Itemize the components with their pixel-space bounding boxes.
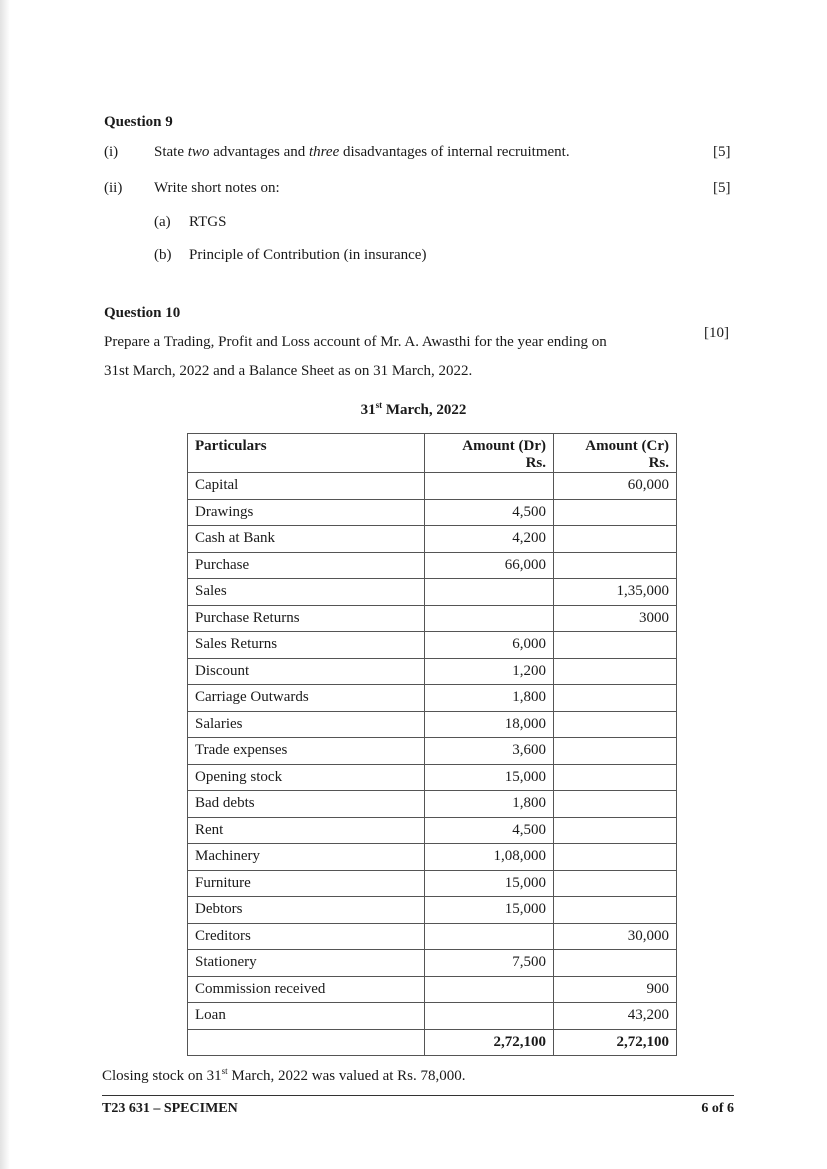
q10-marks: [10] (704, 325, 729, 341)
table-row (188, 658, 677, 685)
row-amount-cr (554, 950, 677, 977)
table-row (188, 950, 677, 977)
row-particular: Commission received (188, 976, 425, 1003)
q10-instruction-line-1: Prepare a Trading, Profit and Loss account of Mr. A. Awasthi for the year ending on (104, 334, 607, 350)
row-amount-dr: 18,000 (425, 711, 554, 738)
row-particular: Purchase Returns (188, 605, 425, 632)
row-particular: Trade expenses (188, 738, 425, 765)
footer-page-number: 6 of 6 (701, 1101, 734, 1116)
table-row (188, 499, 677, 526)
question-10-heading: Question 10 (104, 305, 181, 321)
row-amount-dr: 4,200 (425, 526, 554, 553)
table-row (188, 897, 677, 924)
table-row (188, 605, 677, 632)
table-row (188, 579, 677, 606)
table-row (188, 870, 677, 897)
total-cr: 2,72,100 (554, 1029, 677, 1056)
table-row (188, 844, 677, 871)
header-amount-dr: Amount (Dr) Rs. (425, 434, 554, 473)
row-particular: Rent (188, 817, 425, 844)
row-particular: Capital (188, 473, 425, 500)
row-amount-cr (554, 552, 677, 579)
row-particular: Sales (188, 579, 425, 606)
table-row (188, 685, 677, 712)
row-amount-dr: 15,000 (425, 870, 554, 897)
footer-paper-code: T23 631 – SPECIMEN (102, 1101, 238, 1116)
row-amount-dr: 66,000 (425, 552, 554, 579)
row-amount-cr: 60,000 (554, 473, 677, 500)
row-particular: Furniture (188, 870, 425, 897)
row-amount-cr (554, 897, 677, 924)
q10-instruction-line-2: 31st March, 2022 and a Balance Sheet as on 31 March, 2022. (104, 363, 473, 379)
row-particular: Salaries (188, 711, 425, 738)
row-amount-cr: 1,35,000 (554, 579, 677, 606)
row-amount-dr: 1,08,000 (425, 844, 554, 871)
row-amount-dr: 4,500 (425, 817, 554, 844)
q9-part-ii-label: (ii) (104, 180, 123, 196)
row-amount-dr: 15,000 (425, 764, 554, 791)
table-row (188, 923, 677, 950)
q9-sub-b-label: (b) (154, 247, 172, 263)
row-amount-cr: 3000 (554, 605, 677, 632)
header-amount-cr: Amount (Cr) Rs. (554, 434, 677, 473)
row-amount-dr: 1,800 (425, 685, 554, 712)
row-particular: Opening stock (188, 764, 425, 791)
row-amount-dr: 6,000 (425, 632, 554, 659)
row-particular: Carriage Outwards (188, 685, 425, 712)
q9-part-ii-text: Write short notes on: (154, 180, 280, 196)
row-amount-dr (425, 1003, 554, 1030)
row-particular: Stationery (188, 950, 425, 977)
row-amount-cr (554, 685, 677, 712)
row-particular: Debtors (188, 897, 425, 924)
row-amount-dr: 7,500 (425, 950, 554, 977)
row-amount-cr (554, 658, 677, 685)
row-amount-cr (554, 791, 677, 818)
q9-sub-b-text: Principle of Contribution (in insurance) (189, 247, 427, 263)
row-amount-dr (425, 579, 554, 606)
row-particular: Bad debts (188, 791, 425, 818)
total-dr: 2,72,100 (425, 1029, 554, 1056)
table-row (188, 526, 677, 553)
footer-rule (102, 1095, 734, 1096)
q9-part-i-text: State two advantages and three disadvantages of internal recruitment. (154, 144, 570, 160)
q9-part-i-label: (i) (104, 144, 119, 160)
row-particular: Drawings (188, 499, 425, 526)
row-amount-dr: 15,000 (425, 897, 554, 924)
row-amount-cr (554, 499, 677, 526)
row-particular: Purchase (188, 552, 425, 579)
table-row (188, 632, 677, 659)
row-amount-cr (554, 738, 677, 765)
header-particulars: Particulars (188, 434, 425, 473)
row-amount-cr (554, 764, 677, 791)
table-row (188, 473, 677, 500)
row-amount-dr (425, 473, 554, 500)
row-amount-dr: 1,800 (425, 791, 554, 818)
table-row (188, 738, 677, 765)
q9-sub-a-text: RTGS (189, 214, 227, 230)
row-amount-dr: 3,600 (425, 738, 554, 765)
row-amount-cr: 30,000 (554, 923, 677, 950)
row-particular: Machinery (188, 844, 425, 871)
table-row (188, 976, 677, 1003)
row-amount-cr (554, 632, 677, 659)
row-amount-cr (554, 870, 677, 897)
trial-balance-table (187, 433, 677, 1056)
table-header-row (188, 434, 677, 473)
table-row (188, 791, 677, 818)
row-amount-dr (425, 605, 554, 632)
question-9-heading: Question 9 (104, 114, 173, 130)
row-amount-cr (554, 844, 677, 871)
page-edge-shadow (0, 0, 10, 1169)
row-amount-cr (554, 711, 677, 738)
q9-part-i-marks: [5] (713, 144, 731, 160)
row-particular: Discount (188, 658, 425, 685)
table-title: 31st March, 2022 (360, 400, 467, 418)
total-label-cell (188, 1029, 425, 1056)
q9-sub-a-label: (a) (154, 214, 171, 230)
row-particular: Cash at Bank (188, 526, 425, 553)
closing-stock-note: Closing stock on 31st March, 2022 was valued at Rs. 78,000. (102, 1066, 466, 1084)
row-amount-dr (425, 976, 554, 1003)
row-amount-cr: 900 (554, 976, 677, 1003)
row-particular: Loan (188, 1003, 425, 1030)
table-total-row (188, 1029, 677, 1056)
table-row (188, 711, 677, 738)
row-amount-dr (425, 923, 554, 950)
table-row (188, 817, 677, 844)
row-amount-cr (554, 817, 677, 844)
row-particular: Sales Returns (188, 632, 425, 659)
table-row (188, 552, 677, 579)
row-amount-dr: 1,200 (425, 658, 554, 685)
table-row (188, 764, 677, 791)
row-amount-cr: 43,200 (554, 1003, 677, 1030)
q9-part-ii-marks: [5] (713, 180, 731, 196)
row-amount-dr: 4,500 (425, 499, 554, 526)
row-particular: Creditors (188, 923, 425, 950)
row-amount-cr (554, 526, 677, 553)
table-row (188, 1003, 677, 1030)
